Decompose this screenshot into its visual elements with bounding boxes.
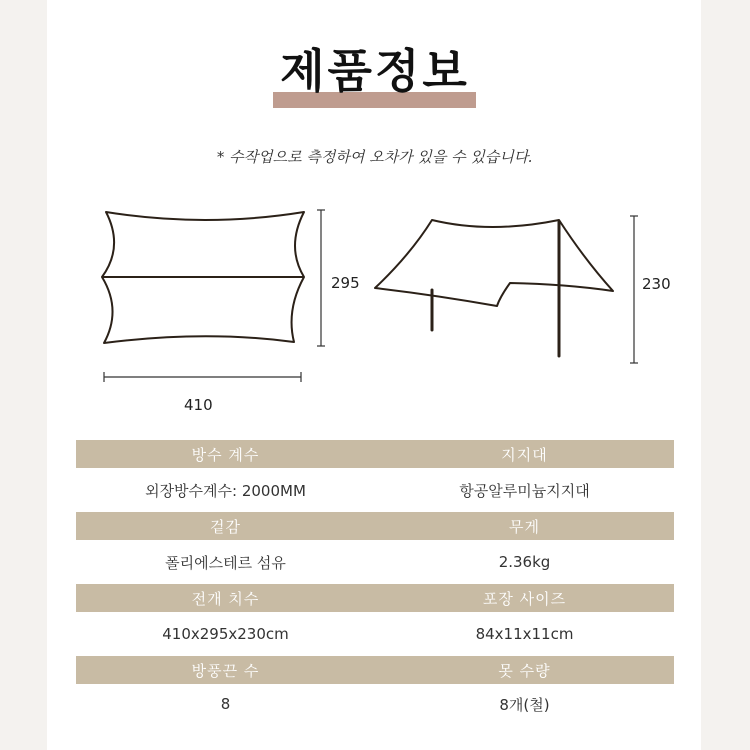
page-title: 제품정보 [280, 44, 470, 98]
spec-value: 8개(철) [499, 695, 550, 714]
spec-header-row [76, 440, 674, 468]
spec-value: 폴리에스테르 섬유 [165, 553, 286, 572]
spec-label: 무게 [509, 517, 540, 536]
tarp-side-view [375, 220, 613, 306]
spec-label: 못 수량 [498, 661, 551, 680]
spec-value: 2.36kg [498, 553, 551, 571]
spec-label: 방풍끈 수 [191, 661, 260, 680]
spec-value: 410x295x230cm [162, 625, 289, 643]
spec-label: 포장 사이즈 [482, 589, 567, 608]
spec-value-row [76, 684, 674, 724]
spec-value: 항공알루미늄지지대 [459, 481, 590, 500]
spec-value: 84x11x11cm [475, 625, 574, 643]
measurement-note: * 수작업으로 측정하여 오차가 있을 수 있습니다. [216, 148, 534, 166]
spec-value-row [76, 612, 674, 656]
spec-table [76, 440, 674, 724]
height-label-230: 230 [642, 275, 671, 293]
spec-label: 겉감 [210, 517, 241, 536]
width-label-410: 410 [184, 396, 213, 414]
spec-label: 방수 계수 [191, 445, 260, 464]
spec-label: 전개 치수 [191, 589, 260, 608]
height-label-295: 295 [331, 274, 360, 292]
spec-value: 외장방수계수: 2000MM [145, 481, 306, 500]
spec-header-row [76, 656, 674, 684]
spec-label: 지지대 [501, 445, 548, 464]
spec-value-row [76, 540, 674, 584]
spec-header-row [76, 512, 674, 540]
spec-value: 8 [220, 695, 231, 713]
spec-header-row [76, 584, 674, 612]
spec-value-row [76, 468, 674, 512]
